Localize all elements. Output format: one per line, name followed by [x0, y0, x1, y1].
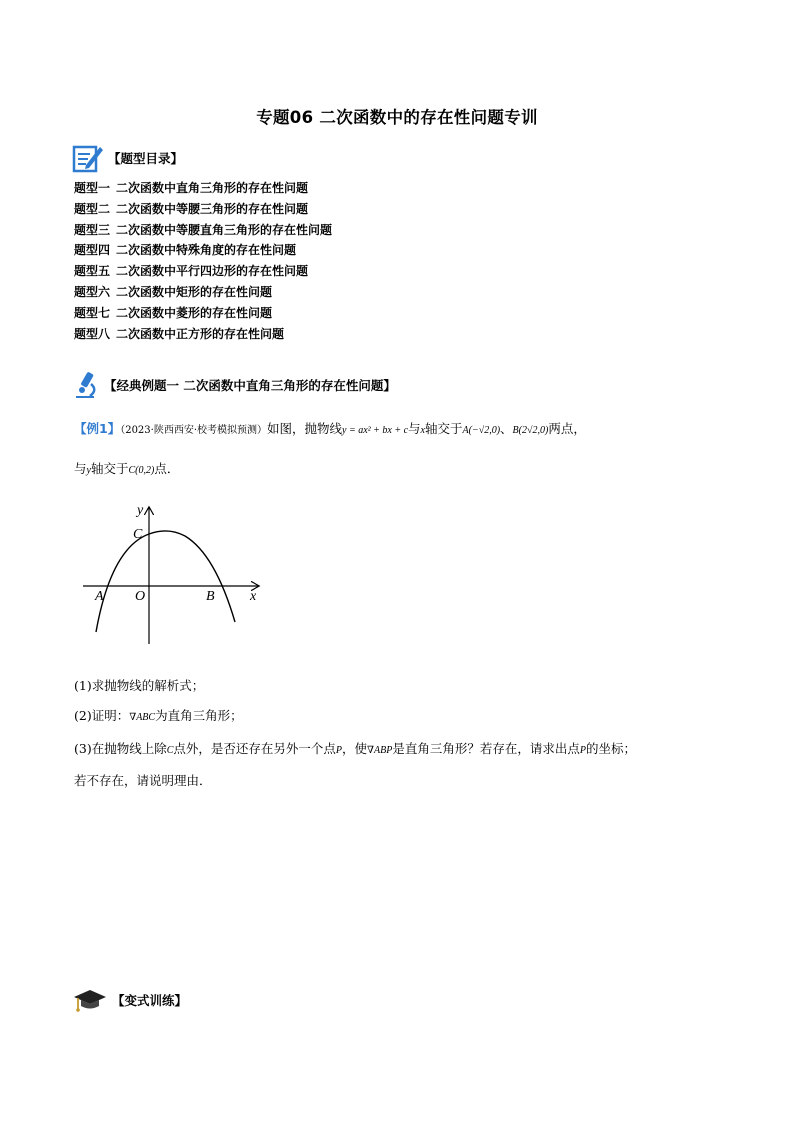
- toc-heading-label: 【题型目录】: [108, 151, 184, 166]
- variant-heading: [72, 987, 187, 1013]
- toc-item: 题型八 二次函数中正方形的存在性问题: [74, 326, 285, 341]
- toc-list: [74, 178, 332, 344]
- point-c: C(0,2): [128, 465, 155, 476]
- y-axis-label: y: [137, 503, 144, 518]
- page-title: 专题06 二次函数中的存在性问题专训: [256, 108, 538, 127]
- example-statement-line-1: 【例1】（2023·陕西西安·校考模拟预测）如图，抛物线y = ax² + bx + c与x轴交于A(−√2,0)、B(2√2,0)两点，: [74, 421, 586, 436]
- microscope-icon: [72, 370, 100, 400]
- example-heading: [72, 370, 396, 400]
- parabola-equation: y = ax² + bx + c: [342, 425, 409, 436]
- point-a: A(−√2,0): [462, 425, 501, 436]
- toc-item: 题型二 二次函数中等腰三角形的存在性问题: [74, 201, 309, 216]
- toc-item: 题型五 二次函数中平行四边形的存在性问题: [74, 264, 309, 279]
- point-b-label: B: [206, 589, 215, 604]
- toc-heading: [72, 143, 183, 173]
- example-label: 【例1】: [74, 421, 121, 436]
- toc-item: 题型七 二次函数中菱形的存在性问题: [74, 305, 273, 320]
- toc-item: 题型六 二次函数中矩形的存在性问题: [74, 284, 273, 299]
- example-heading-label: 【经典例题一 二次函数中直角三角形的存在性问题】: [104, 378, 396, 393]
- toc-item: 题型三 二次函数中等腰直角三角形的存在性问题: [74, 222, 333, 237]
- origin-label: O: [135, 589, 146, 604]
- question-2: (2)证明：∇ABC为直角三角形；: [74, 708, 243, 723]
- question-1: (1)求抛物线的解析式；: [74, 678, 205, 693]
- point-a-label: A: [95, 589, 104, 604]
- toc-item: 题型一 二次函数中直角三角形的存在性问题: [74, 181, 309, 195]
- example-statement-line-2: 与y轴交于C(0,2)点．: [74, 461, 180, 476]
- parabola-figure: [80, 496, 270, 648]
- example-source: （2023·陕西西安·校考模拟预测）: [120, 425, 268, 436]
- question-3-continued: 若不存在，请说明理由．: [74, 773, 212, 788]
- pencil-notepad-icon: [72, 143, 104, 173]
- parabola-curve: [96, 531, 235, 632]
- point-b: B(2√2,0): [512, 425, 549, 436]
- graduation-cap-icon: [72, 987, 108, 1013]
- toc-item: 题型四 二次函数中特殊角度的存在性问题: [74, 243, 297, 258]
- point-c-label: C: [133, 527, 143, 542]
- x-axis-label: x: [250, 589, 257, 604]
- variant-heading-label: 【变式训练】: [112, 993, 188, 1008]
- question-3: (3)在抛物线上除C点外，是否还存在另外一个点P，使∇ABP是直角三角形？若存在，请求出点P的坐标；: [74, 741, 636, 756]
